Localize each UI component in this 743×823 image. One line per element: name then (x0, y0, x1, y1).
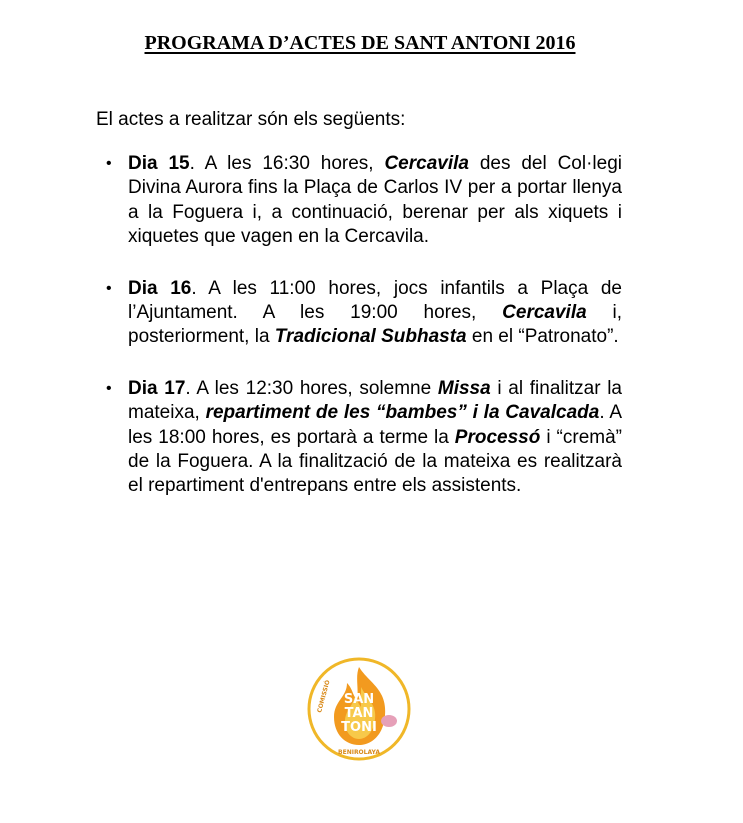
highlight: Processó (454, 426, 541, 448)
page-title: PROGRAMA D’ACTES DE SANT ANTONI 2016 (144, 32, 576, 54)
logo-line: TONI (341, 720, 377, 735)
logo-line: TAN (344, 706, 374, 721)
list-item: • Dia 15. A les 16:30 hores, Cercavila des del Col·legi Divina Aurora fins la Plaça de Carlos IV per a portar llenya a la Foguera i, a continuació, berenar per als xiquets i xiquetes que vagen en la Cercavila. (128, 152, 622, 250)
event-day: Dia 16 (128, 277, 192, 299)
intro-text: El actes a realitzar són els següents: (96, 109, 406, 130)
highlight: Cercavila (502, 302, 587, 324)
event-day: Dia 15 (128, 153, 190, 174)
highlight: repartiment de les “bambes” i la Cavalcada (205, 402, 600, 424)
highlight: Missa (437, 377, 491, 399)
list-item: • Dia 17. A les 12:30 hores, solemne Missa i al finalitzar la mateixa, repartiment de les “bambes” i la Cavalcada. A les 18:00 hores, es portarà a terme la Processó i “cremà” de la Foguera. A la finalització de la mateixa es realitzarà el repartiment d'entrepans entre els assistents. (128, 377, 622, 499)
logo (307, 657, 411, 761)
event-day: Dia 17 (128, 377, 186, 399)
pig-icon (381, 715, 397, 727)
events-list (128, 152, 622, 526)
highlight: Cercavila (384, 153, 469, 174)
highlight: Tradicional Subhasta (274, 326, 467, 348)
logo-top-text: COMISSIÓ (316, 679, 332, 714)
list-item: • Dia 16. A les 11:00 hores, jocs infantils a Plaça de l’Ajuntament. A les 19:00 hores, Cercavila i, posteriorment, la Tradicional Subhasta en el “Patronato”. (128, 277, 622, 350)
logo-bottom-text: BENIROLAYA (338, 749, 380, 756)
logo-line: SAN (343, 692, 375, 707)
